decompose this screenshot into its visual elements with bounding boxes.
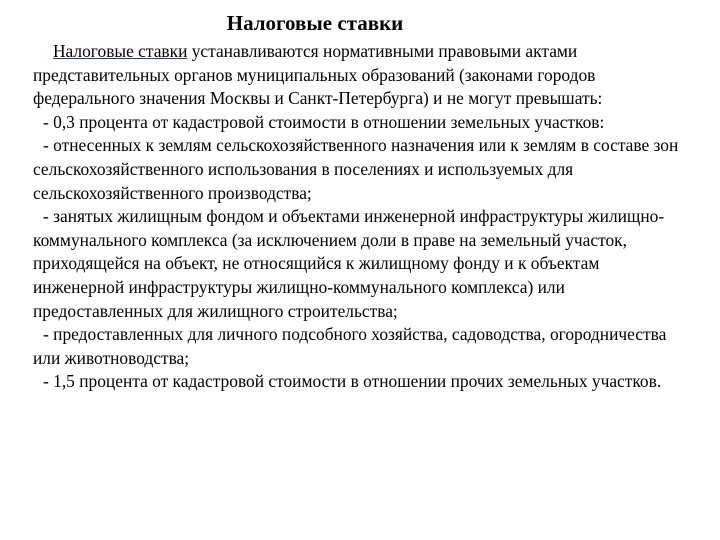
list-item: - отнесенных к землям сельскохозяйственного назначения или к землям в составе зон сельскохозяйственного использования в поселениях и используемых для сельскохозяйственного производства; bbox=[33, 135, 679, 203]
body-text bbox=[33, 40, 693, 394]
list-item: - 1,5 процента от кадастровой стоимости в отношении прочих земельных участков. bbox=[43, 371, 662, 392]
list-item: - 0,3 процента от кадастровой стоимости в отношении земельных участков: bbox=[43, 111, 605, 132]
list-item: - предоставленных для личного подсобного хозяйства, садоводства, огородничества или животноводства; bbox=[33, 324, 667, 368]
page-title: Налоговые ставки bbox=[226, 11, 404, 35]
tax-rates-link[interactable]: Налоговые ставки bbox=[53, 41, 188, 61]
list-item: - занятых жилищным фондом и объектами инженерной инфраструктуры жилищно-коммунального комплекса (за исключением доли в праве на земельный участок, приходящейся на объект, не относящийся к жилищному фонду и к объектам инженерной инфраструктуры жилищно-коммунального комплекса) или предоставленных для жилищного строительства; bbox=[33, 206, 665, 321]
intro-text: устанавливаются нормативными правовыми актами представительных органов муниципальных образований (законами городов федерального значения Москвы и Санкт-Петербурга) и не могут превышать: bbox=[33, 41, 603, 109]
intro-paragraph bbox=[33, 40, 693, 111]
